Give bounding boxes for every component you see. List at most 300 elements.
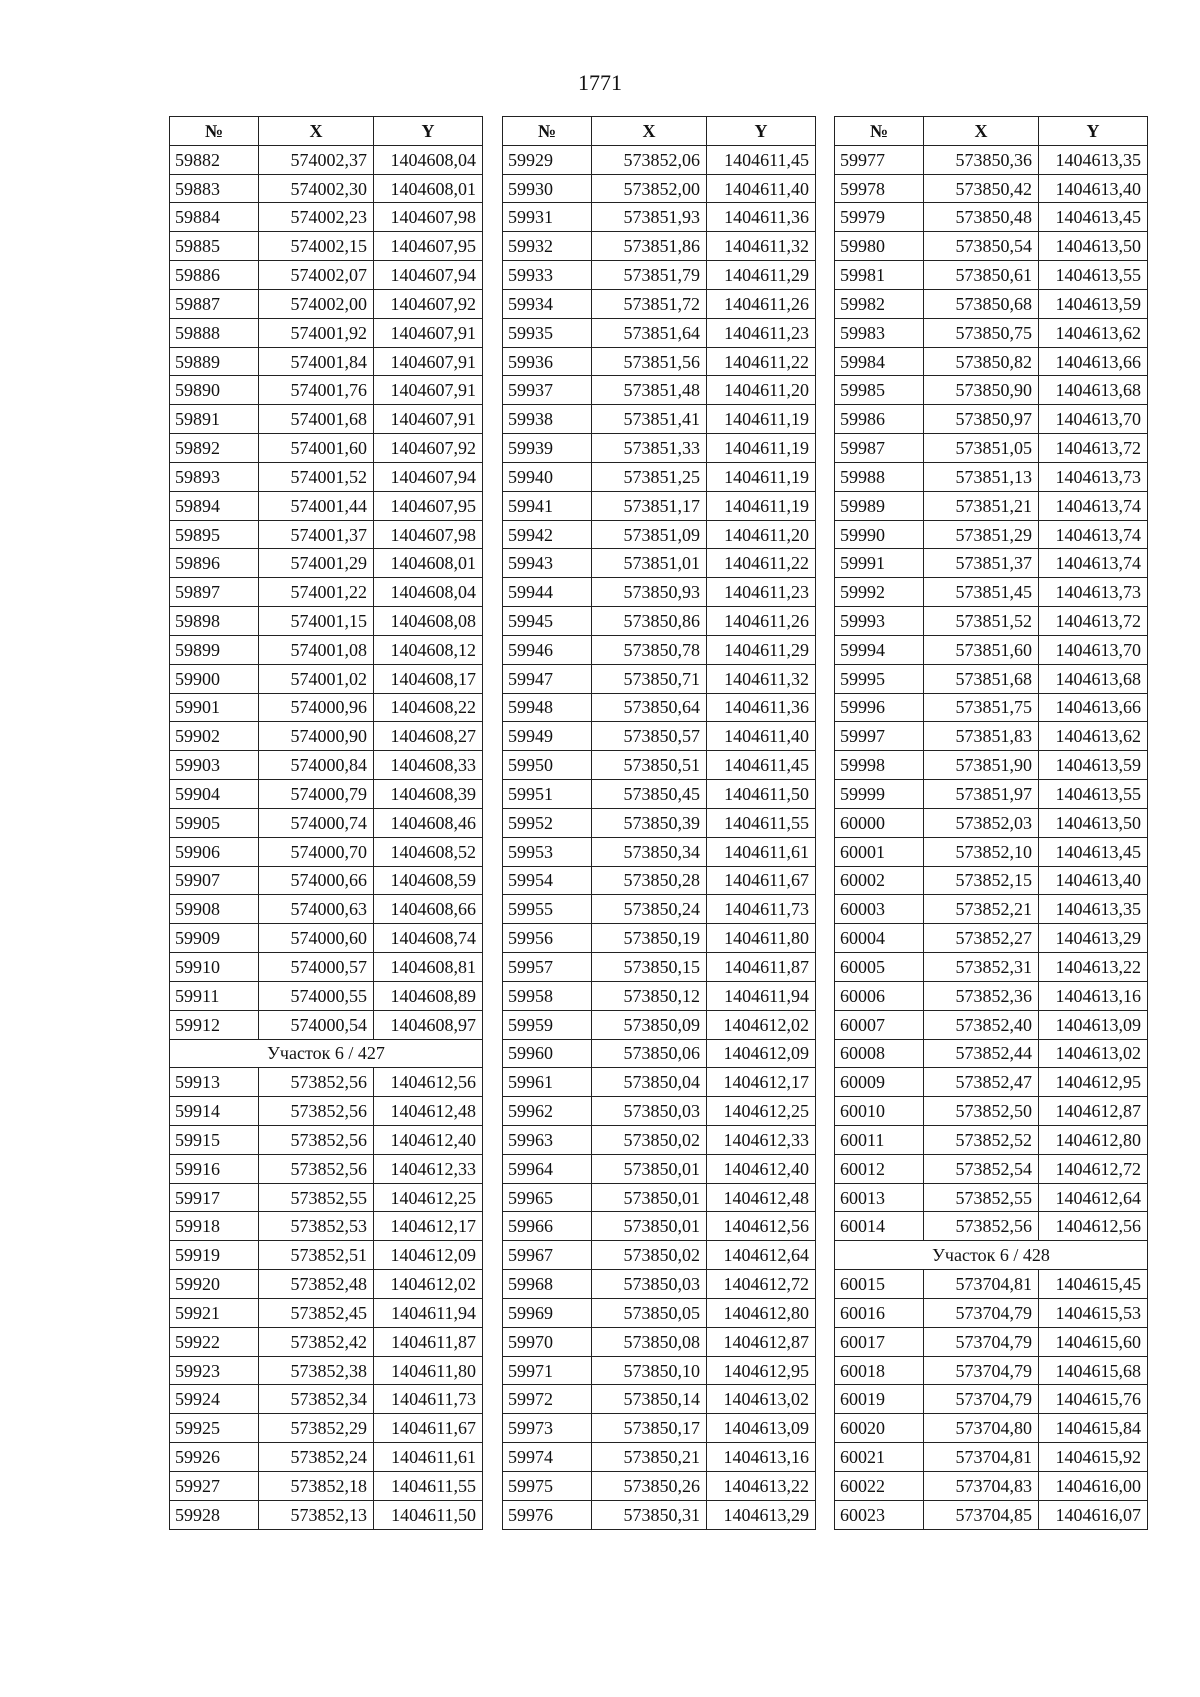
point-number-cell: 60016	[835, 1298, 924, 1327]
point-number-cell: 59925	[170, 1414, 259, 1443]
table-row	[503, 664, 816, 693]
table-row	[170, 953, 483, 982]
table-row	[170, 1212, 483, 1241]
table-row	[503, 1125, 816, 1154]
point-number-cell: 60018	[835, 1356, 924, 1385]
table-row	[835, 1212, 1148, 1241]
point-number-cell: 59954	[503, 866, 592, 895]
table-row	[170, 1298, 483, 1327]
x-coordinate-cell: 573851,75	[924, 693, 1039, 722]
y-coordinate-cell: 1404611,73	[374, 1385, 483, 1414]
table-row	[170, 491, 483, 520]
y-coordinate-cell: 1404613,29	[707, 1500, 816, 1529]
point-number-cell: 59899	[170, 635, 259, 664]
point-number-cell: 59977	[835, 145, 924, 174]
table-row	[170, 1414, 483, 1443]
x-coordinate-cell: 573852,56	[259, 1154, 374, 1183]
x-coordinate-cell: 574001,22	[259, 578, 374, 607]
y-coordinate-cell: 1404612,40	[707, 1154, 816, 1183]
x-coordinate-cell: 573850,48	[924, 203, 1039, 232]
y-coordinate-cell: 1404611,29	[707, 261, 816, 290]
table-row	[503, 347, 816, 376]
table-row	[503, 318, 816, 347]
x-coordinate-cell: 573704,79	[924, 1298, 1039, 1327]
point-number-cell: 60008	[835, 1039, 924, 1068]
table-row	[835, 953, 1148, 982]
point-number-cell: 59909	[170, 924, 259, 953]
table-row	[835, 347, 1148, 376]
y-coordinate-cell: 1404612,02	[707, 1010, 816, 1039]
point-number-cell: 59960	[503, 1039, 592, 1068]
point-number-cell: 59883	[170, 174, 259, 203]
table-header-row	[170, 117, 483, 146]
x-coordinate-cell: 573851,05	[924, 434, 1039, 463]
y-coordinate-cell: 1404611,26	[707, 607, 816, 636]
x-coordinate-cell: 574001,52	[259, 462, 374, 491]
x-coordinate-cell: 573850,39	[592, 808, 707, 837]
section-title: Участок 6 / 427	[170, 1039, 483, 1068]
point-number-cell: 59910	[170, 953, 259, 982]
table-row	[835, 289, 1148, 318]
point-number-cell: 59949	[503, 722, 592, 751]
point-number-cell: 60000	[835, 808, 924, 837]
point-number-cell: 59904	[170, 780, 259, 809]
table-header-row	[835, 117, 1148, 146]
x-coordinate-cell: 573851,64	[592, 318, 707, 347]
table-row	[503, 924, 816, 953]
y-coordinate-cell: 1404608,04	[374, 578, 483, 607]
table-row	[170, 174, 483, 203]
x-coordinate-cell: 573850,36	[924, 145, 1039, 174]
x-coordinate-cell: 573852,52	[924, 1125, 1039, 1154]
x-coordinate-cell: 573850,31	[592, 1500, 707, 1529]
y-coordinate-cell: 1404611,61	[707, 837, 816, 866]
point-number-cell: 59920	[170, 1270, 259, 1299]
point-number-cell: 59951	[503, 780, 592, 809]
x-coordinate-cell: 573851,83	[924, 722, 1039, 751]
y-coordinate-cell: 1404615,53	[1039, 1298, 1148, 1327]
y-coordinate-cell: 1404612,80	[1039, 1125, 1148, 1154]
y-coordinate-cell: 1404612,25	[707, 1097, 816, 1126]
point-number-cell: 59940	[503, 462, 592, 491]
table-row	[170, 664, 483, 693]
point-number-cell: 59965	[503, 1183, 592, 1212]
table-row	[170, 376, 483, 405]
point-number-cell: 60022	[835, 1471, 924, 1500]
point-number-cell: 59987	[835, 434, 924, 463]
point-number-cell: 59884	[170, 203, 259, 232]
table-row	[503, 376, 816, 405]
y-coordinate-cell: 1404607,95	[374, 232, 483, 261]
y-coordinate-cell: 1404613,09	[707, 1414, 816, 1443]
y-coordinate-cell: 1404613,72	[1039, 607, 1148, 636]
table-row	[503, 635, 816, 664]
x-coordinate-cell: 574002,15	[259, 232, 374, 261]
x-coordinate-cell: 573850,64	[592, 693, 707, 722]
y-coordinate-cell: 1404612,56	[374, 1068, 483, 1097]
point-number-cell: 59970	[503, 1327, 592, 1356]
y-coordinate-cell: 1404612,09	[707, 1039, 816, 1068]
table-row	[170, 1125, 483, 1154]
point-number-cell: 60017	[835, 1327, 924, 1356]
y-coordinate-cell: 1404612,95	[1039, 1068, 1148, 1097]
table-row	[170, 895, 483, 924]
y-coordinate-cell: 1404612,64	[1039, 1183, 1148, 1212]
x-coordinate-cell: 573852,06	[592, 145, 707, 174]
x-coordinate-cell: 573851,72	[592, 289, 707, 318]
x-coordinate-cell: 573852,34	[259, 1385, 374, 1414]
point-number-cell: 59945	[503, 607, 592, 636]
table-row	[503, 1241, 816, 1270]
y-coordinate-cell: 1404608,74	[374, 924, 483, 953]
table-row	[170, 1385, 483, 1414]
y-coordinate-cell: 1404611,55	[707, 808, 816, 837]
y-coordinate-cell: 1404611,20	[707, 520, 816, 549]
table-row	[835, 664, 1148, 693]
point-number-cell: 60001	[835, 837, 924, 866]
y-coordinate-cell: 1404615,84	[1039, 1414, 1148, 1443]
x-coordinate-cell: 573852,00	[592, 174, 707, 203]
y-coordinate-cell: 1404611,22	[707, 549, 816, 578]
table-row	[503, 1385, 816, 1414]
point-number-cell: 59957	[503, 953, 592, 982]
table-row	[503, 1471, 816, 1500]
y-coordinate-cell: 1404613,74	[1039, 491, 1148, 520]
table-row	[503, 261, 816, 290]
point-number-cell: 59933	[503, 261, 592, 290]
table-row	[503, 434, 816, 463]
x-coordinate-cell: 573704,85	[924, 1500, 1039, 1529]
table-row	[170, 924, 483, 953]
section-row	[835, 1241, 1148, 1270]
point-number-cell: 60011	[835, 1125, 924, 1154]
point-number-cell: 60013	[835, 1183, 924, 1212]
x-coordinate-cell: 573850,03	[592, 1097, 707, 1126]
table-row	[835, 1183, 1148, 1212]
x-coordinate-cell: 574000,74	[259, 808, 374, 837]
y-coordinate-cell: 1404613,74	[1039, 549, 1148, 578]
x-coordinate-cell: 573851,37	[924, 549, 1039, 578]
x-coordinate-cell: 573851,45	[924, 578, 1039, 607]
coordinates-table-2	[502, 116, 816, 1530]
y-coordinate-cell: 1404611,61	[374, 1443, 483, 1472]
table-row	[503, 1500, 816, 1529]
table-row	[835, 808, 1148, 837]
table-row	[503, 1327, 816, 1356]
x-coordinate-cell: 573850,51	[592, 751, 707, 780]
y-coordinate-cell: 1404611,22	[707, 347, 816, 376]
table-row	[170, 434, 483, 463]
x-coordinate-cell: 573851,09	[592, 520, 707, 549]
table-row	[170, 1097, 483, 1126]
table-row	[835, 462, 1148, 491]
x-coordinate-cell: 573852,45	[259, 1298, 374, 1327]
x-coordinate-cell: 574001,44	[259, 491, 374, 520]
point-number-cell: 59955	[503, 895, 592, 924]
table-row	[835, 376, 1148, 405]
point-number-cell: 59903	[170, 751, 259, 780]
point-number-cell: 59952	[503, 808, 592, 837]
table-row	[835, 174, 1148, 203]
table-row	[170, 1154, 483, 1183]
y-coordinate-cell: 1404611,29	[707, 635, 816, 664]
x-coordinate-cell: 574000,70	[259, 837, 374, 866]
table-row	[835, 722, 1148, 751]
x-coordinate-cell: 573704,83	[924, 1471, 1039, 1500]
point-number-cell: 59895	[170, 520, 259, 549]
y-coordinate-cell: 1404611,19	[707, 491, 816, 520]
x-coordinate-cell: 573850,86	[592, 607, 707, 636]
point-number-cell: 59939	[503, 434, 592, 463]
coordinates-table-1	[169, 116, 483, 1530]
y-coordinate-cell: 1404611,32	[707, 232, 816, 261]
point-number-cell: 59941	[503, 491, 592, 520]
y-coordinate-cell: 1404611,67	[707, 866, 816, 895]
x-coordinate-cell: 573850,12	[592, 981, 707, 1010]
point-number-cell: 59956	[503, 924, 592, 953]
x-coordinate-cell: 574001,68	[259, 405, 374, 434]
y-coordinate-cell: 1404612,72	[1039, 1154, 1148, 1183]
table-row	[835, 434, 1148, 463]
x-coordinate-cell: 573851,21	[924, 491, 1039, 520]
x-coordinate-cell: 573850,93	[592, 578, 707, 607]
y-coordinate-cell: 1404616,07	[1039, 1500, 1148, 1529]
x-coordinate-cell: 573851,90	[924, 751, 1039, 780]
y-coordinate-cell: 1404611,87	[374, 1327, 483, 1356]
point-number-cell: 60009	[835, 1068, 924, 1097]
table-row	[835, 1125, 1148, 1154]
y-coordinate-cell: 1404611,67	[374, 1414, 483, 1443]
x-coordinate-cell: 573852,24	[259, 1443, 374, 1472]
x-coordinate-cell: 573850,02	[592, 1241, 707, 1270]
y-coordinate-cell: 1404611,32	[707, 664, 816, 693]
table-row	[503, 693, 816, 722]
x-coordinate-cell: 573851,25	[592, 462, 707, 491]
x-coordinate-cell: 573850,19	[592, 924, 707, 953]
x-coordinate-cell: 573704,79	[924, 1385, 1039, 1414]
y-coordinate-cell: 1404615,92	[1039, 1443, 1148, 1472]
page-number: 1771	[578, 70, 622, 95]
table-row	[835, 549, 1148, 578]
y-coordinate-cell: 1404613,59	[1039, 289, 1148, 318]
x-coordinate-cell: 573704,80	[924, 1414, 1039, 1443]
y-coordinate-cell: 1404612,09	[374, 1241, 483, 1270]
point-number-cell: 60005	[835, 953, 924, 982]
point-number-cell: 60012	[835, 1154, 924, 1183]
table-row	[503, 1097, 816, 1126]
table-row	[170, 1183, 483, 1212]
table-row	[170, 808, 483, 837]
y-coordinate-cell: 1404613,35	[1039, 145, 1148, 174]
y-coordinate-cell: 1404612,56	[1039, 1212, 1148, 1241]
point-number-cell: 59926	[170, 1443, 259, 1472]
y-coordinate-cell: 1404613,16	[1039, 981, 1148, 1010]
x-coordinate-cell: 574000,57	[259, 953, 374, 982]
y-coordinate-cell: 1404611,73	[707, 895, 816, 924]
table-row	[835, 520, 1148, 549]
table-row	[503, 837, 816, 866]
x-coordinate-cell: 573852,29	[259, 1414, 374, 1443]
point-number-cell: 59934	[503, 289, 592, 318]
table-row	[835, 1010, 1148, 1039]
y-coordinate-cell: 1404612,02	[374, 1270, 483, 1299]
x-coordinate-cell: 573852,51	[259, 1241, 374, 1270]
point-number-cell: 59964	[503, 1154, 592, 1183]
y-coordinate-cell: 1404612,87	[1039, 1097, 1148, 1126]
y-coordinate-cell: 1404613,35	[1039, 895, 1148, 924]
table-row	[170, 635, 483, 664]
point-number-cell: 60023	[835, 1500, 924, 1529]
x-coordinate-cell: 573704,79	[924, 1356, 1039, 1385]
table-row	[503, 1154, 816, 1183]
point-number-cell: 60003	[835, 895, 924, 924]
header-y: Y	[374, 117, 483, 146]
point-number-cell: 59995	[835, 664, 924, 693]
x-coordinate-cell: 573850,71	[592, 664, 707, 693]
x-coordinate-cell: 573704,81	[924, 1443, 1039, 1472]
point-number-cell: 59896	[170, 549, 259, 578]
x-coordinate-cell: 573850,42	[924, 174, 1039, 203]
y-coordinate-cell: 1404608,17	[374, 664, 483, 693]
x-coordinate-cell: 574001,76	[259, 376, 374, 405]
point-number-cell: 59893	[170, 462, 259, 491]
point-number-cell: 59968	[503, 1270, 592, 1299]
coordinates-table-3	[834, 116, 1148, 1530]
point-number-cell: 59936	[503, 347, 592, 376]
x-coordinate-cell: 573852,27	[924, 924, 1039, 953]
y-coordinate-cell: 1404613,62	[1039, 722, 1148, 751]
x-coordinate-cell: 573850,02	[592, 1125, 707, 1154]
point-number-cell: 59981	[835, 261, 924, 290]
table-row	[170, 462, 483, 491]
x-coordinate-cell: 573850,01	[592, 1212, 707, 1241]
x-coordinate-cell: 573852,42	[259, 1327, 374, 1356]
point-number-cell: 59924	[170, 1385, 259, 1414]
point-number-cell: 59975	[503, 1471, 592, 1500]
point-number-cell: 59958	[503, 981, 592, 1010]
x-coordinate-cell: 573852,50	[924, 1097, 1039, 1126]
table-row	[835, 1039, 1148, 1068]
point-number-cell: 59996	[835, 693, 924, 722]
y-coordinate-cell: 1404613,29	[1039, 924, 1148, 953]
y-coordinate-cell: 1404612,33	[374, 1154, 483, 1183]
y-coordinate-cell: 1404607,98	[374, 203, 483, 232]
x-coordinate-cell: 573851,01	[592, 549, 707, 578]
y-coordinate-cell: 1404615,68	[1039, 1356, 1148, 1385]
table-row	[503, 751, 816, 780]
y-coordinate-cell: 1404615,45	[1039, 1270, 1148, 1299]
table-row	[503, 289, 816, 318]
header-number: №	[503, 117, 592, 146]
table-row	[503, 1443, 816, 1472]
table-row	[835, 1414, 1148, 1443]
y-coordinate-cell: 1404613,02	[707, 1385, 816, 1414]
x-coordinate-cell: 574001,02	[259, 664, 374, 693]
point-number-cell: 59919	[170, 1241, 259, 1270]
y-coordinate-cell: 1404608,22	[374, 693, 483, 722]
table-row	[835, 1443, 1148, 1472]
table-row	[503, 780, 816, 809]
y-coordinate-cell: 1404613,68	[1039, 664, 1148, 693]
header-x: X	[592, 117, 707, 146]
point-number-cell: 60015	[835, 1270, 924, 1299]
x-coordinate-cell: 573850,14	[592, 1385, 707, 1414]
point-number-cell: 59972	[503, 1385, 592, 1414]
y-coordinate-cell: 1404608,27	[374, 722, 483, 751]
table-row	[170, 981, 483, 1010]
y-coordinate-cell: 1404612,33	[707, 1125, 816, 1154]
point-number-cell: 59944	[503, 578, 592, 607]
y-coordinate-cell: 1404612,40	[374, 1125, 483, 1154]
x-coordinate-cell: 573851,41	[592, 405, 707, 434]
y-coordinate-cell: 1404613,50	[1039, 232, 1148, 261]
point-number-cell: 59971	[503, 1356, 592, 1385]
point-number-cell: 59901	[170, 693, 259, 722]
point-number-cell: 59962	[503, 1097, 592, 1126]
y-coordinate-cell: 1404613,62	[1039, 318, 1148, 347]
section-row	[170, 1039, 483, 1068]
y-coordinate-cell: 1404613,70	[1039, 405, 1148, 434]
x-coordinate-cell: 573850,57	[592, 722, 707, 751]
y-coordinate-cell: 1404612,64	[707, 1241, 816, 1270]
header-x: X	[259, 117, 374, 146]
x-coordinate-cell: 574002,30	[259, 174, 374, 203]
x-coordinate-cell: 573851,97	[924, 780, 1039, 809]
y-coordinate-cell: 1404613,50	[1039, 808, 1148, 837]
table-row	[835, 780, 1148, 809]
point-number-cell: 60004	[835, 924, 924, 953]
table-row	[170, 549, 483, 578]
point-number-cell: 59946	[503, 635, 592, 664]
y-coordinate-cell: 1404608,33	[374, 751, 483, 780]
x-coordinate-cell: 573852,03	[924, 808, 1039, 837]
table-row	[503, 1039, 816, 1068]
point-number-cell: 59929	[503, 145, 592, 174]
y-coordinate-cell: 1404608,89	[374, 981, 483, 1010]
point-number-cell: 59916	[170, 1154, 259, 1183]
header-x: X	[924, 117, 1039, 146]
point-number-cell: 59991	[835, 549, 924, 578]
x-coordinate-cell: 574001,60	[259, 434, 374, 463]
y-coordinate-cell: 1404612,87	[707, 1327, 816, 1356]
x-coordinate-cell: 573850,21	[592, 1443, 707, 1472]
table-row	[835, 405, 1148, 434]
point-number-cell: 59979	[835, 203, 924, 232]
table-row	[835, 203, 1148, 232]
y-coordinate-cell: 1404612,25	[374, 1183, 483, 1212]
point-number-cell: 59908	[170, 895, 259, 924]
table-row	[170, 1270, 483, 1299]
table-row	[835, 1327, 1148, 1356]
point-number-cell: 59891	[170, 405, 259, 434]
x-coordinate-cell: 573852,56	[259, 1097, 374, 1126]
point-number-cell: 59983	[835, 318, 924, 347]
x-coordinate-cell: 573850,03	[592, 1270, 707, 1299]
y-coordinate-cell: 1404613,70	[1039, 635, 1148, 664]
point-number-cell: 59897	[170, 578, 259, 607]
point-number-cell: 59990	[835, 520, 924, 549]
x-coordinate-cell: 573850,90	[924, 376, 1039, 405]
table-row	[835, 837, 1148, 866]
table-row	[835, 635, 1148, 664]
y-coordinate-cell: 1404608,66	[374, 895, 483, 924]
table-row	[503, 578, 816, 607]
point-number-cell: 59986	[835, 405, 924, 434]
x-coordinate-cell: 574001,29	[259, 549, 374, 578]
y-coordinate-cell: 1404613,16	[707, 1443, 816, 1472]
x-coordinate-cell: 573852,18	[259, 1471, 374, 1500]
x-coordinate-cell: 573850,34	[592, 837, 707, 866]
